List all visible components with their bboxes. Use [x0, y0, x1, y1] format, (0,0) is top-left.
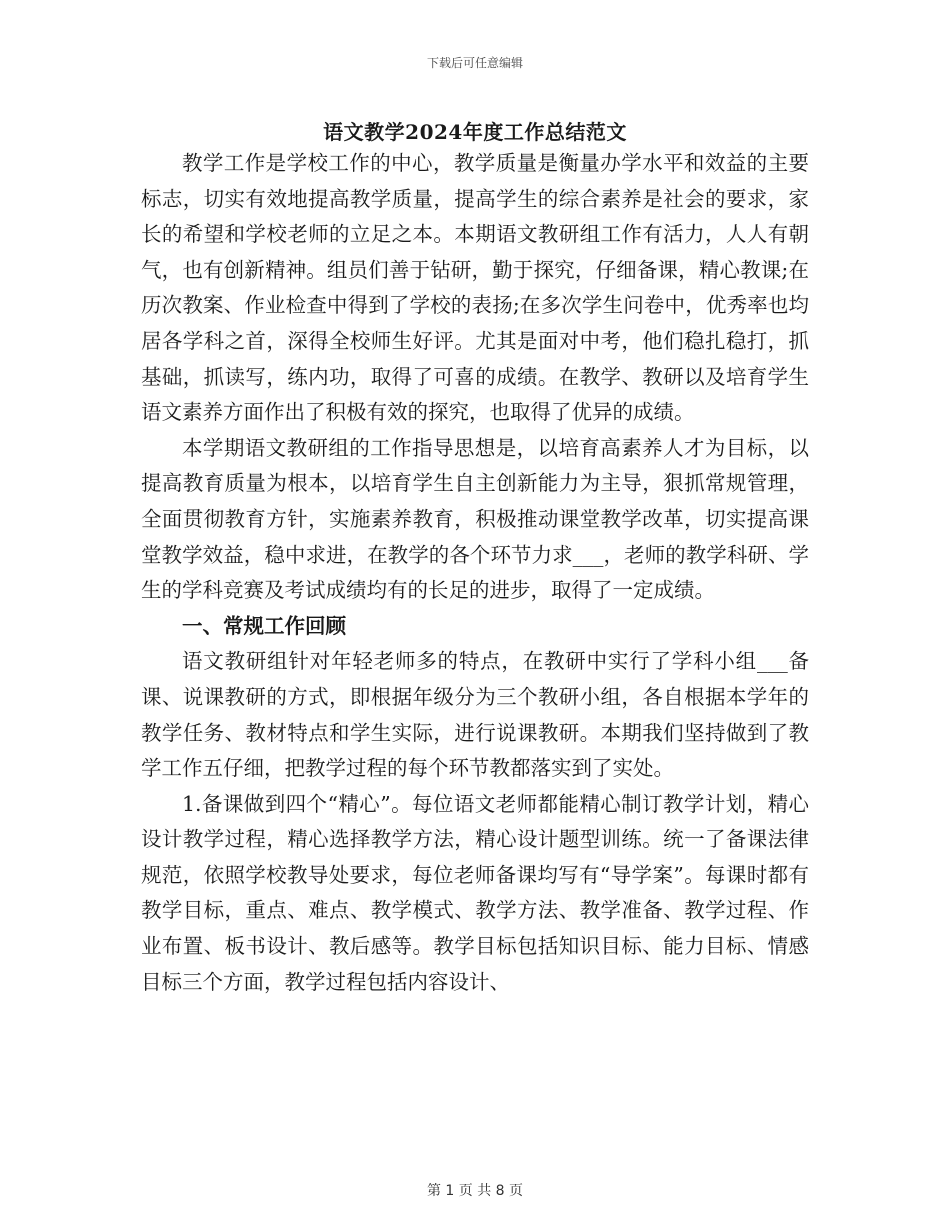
document-body	[141, 146, 809, 1000]
section-paragraph: 语文教研组针对年轻老师多的特点，在教研中实行了学科小组___备课、说课教研的方式，即根据年级分为三个教研小组，各自根据本学年的教学任务、教材特点和学生实际，进行说课教研。本期我们坚持做到了教学工作五仔细，把教学过程的每个环节教都落实到了实处。	[141, 649, 809, 781]
page-number: 第 1 页 共 8 页	[426, 1183, 524, 1199]
document-title: 语文教学2024年度工作总结范文	[323, 120, 627, 144]
header-note: 下载后可任意编辑	[426, 56, 523, 70]
section-heading: 一、常规工作回顾	[182, 613, 346, 638]
lesson-preparation-paragraph: 1.备课做到四个“精心”。每位语文老师都能精心制订教学计划，精心设计教学过程，精心选择教学方法，精心设计题型训练。统一了备课法律规范，依照学校教导处要求，每位老师备课均写有“导学案”。每课时都有教学目标，重点、难点、教学模式、教学方法、教学准备、教学过程、作业布置、板书设计、教后感等。教学目标包括知识目标、能力目标、情感目标三个方面，教学过程包括内容设计、	[141, 791, 809, 994]
guiding-principle-paragraph: 本学期语文教研组的工作指导思想是，以培育高素养人才为目标，以提高教育质量为根本，以培育学生自主创新能力为主导，狠抓常规管理，全面贯彻教育方针，实施素养教育，积极推动课堂教学改革，切实提高课堂教学效益，稳中求进，在教学的各个环节力求___，老师的教学科研、学生的学科竞赛及考试成绩均有的长足的进步，取得了一定成绩。	[141, 435, 809, 603]
intro-paragraph: 教学工作是学校工作的中心，教学质量是衡量办学水平和效益的主要标志，切实有效地提高教学质量，提高学生的综合素养是社会的要求，家长的希望和学校老师的立足之本。本期语文教研组工作有活力，人人有朝气，也有创新精神。组员们善于钻研，勤于探究，仔细备课，精心教课;在历次教案、作业检查中得到了学校的表扬;在多次学生问卷中，优秀率也均居各学科之首，深得全校师生好评。尤其是面对中考，他们稳扎稳打，抓基础，抓读写，练内功，取得了可喜的成绩。在教学、教研以及培育学生语文素养方面作出了积极有效的探究，也取得了优异的成绩。	[141, 151, 809, 425]
